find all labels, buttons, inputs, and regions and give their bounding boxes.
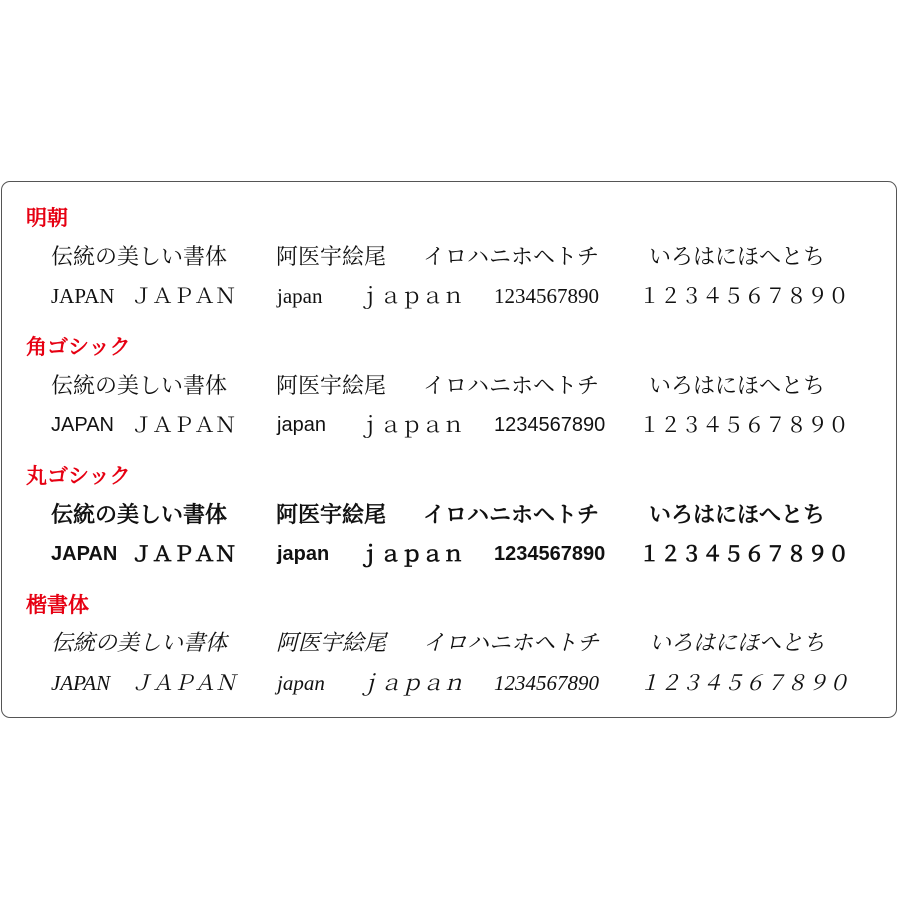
sample-kanji: 伝統の美しい書体 bbox=[51, 503, 228, 528]
sample-katakana: イロハニホヘトチ bbox=[423, 503, 600, 528]
sample-katakana: イロハニホヘトチ bbox=[423, 631, 600, 656]
sample-upper-half: JAPAN bbox=[51, 284, 115, 308]
sample-digits-half: 1234567890 bbox=[494, 414, 606, 436]
sample-lower-half: japan bbox=[277, 414, 326, 436]
sample-lower-full: ｊａｐａｎ bbox=[359, 413, 464, 437]
sample-digits-half: 1234567890 bbox=[494, 284, 599, 308]
section-title-maru-gothic: 丸ゴシック bbox=[26, 464, 131, 488]
sample-lower-half: japan bbox=[277, 543, 330, 565]
sample-row-latin bbox=[51, 281, 891, 311]
section-title-kaisho: 楷書体 bbox=[26, 593, 89, 617]
sample-hiragana: いろはにほへとち bbox=[649, 631, 826, 656]
sample-digits-half: 1234567890 bbox=[494, 543, 606, 565]
sample-lower-full: ｊａｐａｎ bbox=[359, 542, 464, 566]
sample-row-latin bbox=[51, 410, 891, 440]
sample-katakana: イロハニホヘトチ bbox=[423, 374, 600, 399]
sample-hiragana: いろはにほへとち bbox=[649, 374, 826, 399]
sample-lower-half: japan bbox=[277, 284, 323, 308]
sample-digits-full: １２３４５６７８９０ bbox=[639, 542, 849, 566]
sample-row-kana bbox=[51, 629, 891, 659]
sample-kanji-2: 阿医宇絵尾 bbox=[276, 503, 387, 528]
sample-katakana: イロハニホヘトチ bbox=[423, 245, 600, 270]
sample-kanji-2: 阿医宇絵尾 bbox=[276, 631, 387, 656]
sample-upper-full: ＪＡＰＡＮ bbox=[131, 413, 236, 437]
sample-kanji-2: 阿医宇絵尾 bbox=[276, 245, 387, 270]
sample-kanji: 伝統の美しい書体 bbox=[51, 631, 228, 656]
sample-upper-full: ＪＡＰＡＮ bbox=[131, 284, 236, 308]
sample-digits-full: １２３４５６７８９０ bbox=[639, 284, 849, 308]
sample-upper-full: ＪＡＰＡＮ bbox=[131, 542, 236, 566]
sample-row-latin bbox=[51, 668, 891, 698]
sample-kanji: 伝統の美しい書体 bbox=[51, 245, 228, 270]
sample-row-kana bbox=[51, 243, 891, 273]
font-sample-card bbox=[1, 181, 897, 718]
sample-row-kana bbox=[51, 501, 891, 531]
sample-lower-full: ｊａｐａｎ bbox=[359, 671, 464, 695]
sample-kanji: 伝統の美しい書体 bbox=[51, 374, 228, 399]
sample-lower-full: ｊａｐａｎ bbox=[359, 284, 464, 308]
sample-hiragana: いろはにほへとち bbox=[649, 503, 826, 528]
section-title-kaku-gothic: 角ゴシック bbox=[26, 335, 131, 359]
sample-upper-half: JAPAN bbox=[51, 414, 114, 436]
sample-lower-half: japan bbox=[277, 671, 325, 695]
sample-digits-full: １２３４５６７８９０ bbox=[639, 671, 849, 695]
sample-upper-full: ＪＡＰＡＮ bbox=[131, 671, 236, 695]
sample-digits-half: 1234567890 bbox=[494, 671, 599, 695]
sample-upper-half: JAPAN bbox=[51, 671, 111, 695]
sample-row-latin bbox=[51, 539, 891, 569]
sample-row-kana bbox=[51, 372, 891, 402]
sample-kanji-2: 阿医宇絵尾 bbox=[276, 374, 387, 399]
sample-hiragana: いろはにほへとち bbox=[649, 245, 826, 270]
section-title-mincho: 明朝 bbox=[26, 206, 68, 230]
sample-digits-full: １２３４５６７８９０ bbox=[639, 413, 849, 437]
sample-upper-half: JAPAN bbox=[51, 543, 118, 565]
